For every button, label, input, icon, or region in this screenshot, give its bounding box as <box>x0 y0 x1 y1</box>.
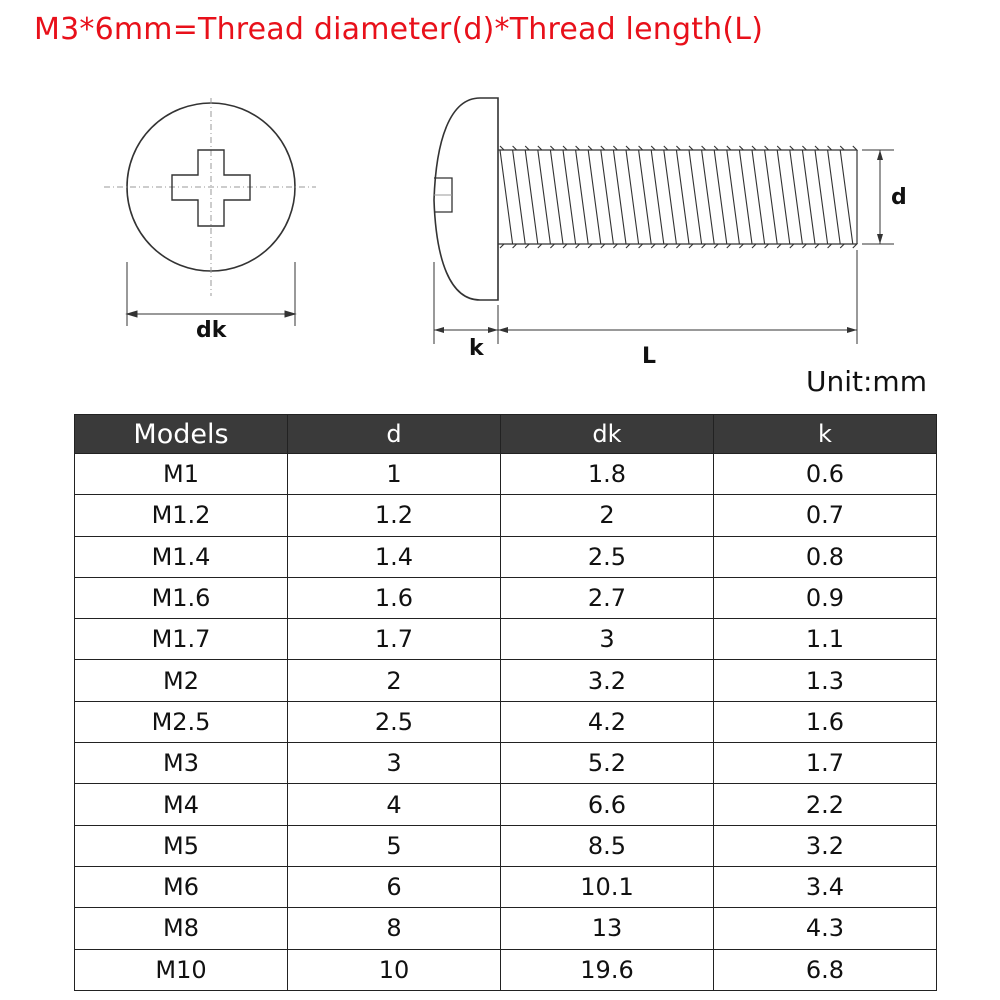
table-row <box>75 495 937 536</box>
table-row <box>75 949 937 990</box>
header-models: Models <box>75 415 288 454</box>
table-row <box>75 454 937 495</box>
dk-cell: 1.8 <box>501 454 714 495</box>
header-k: k <box>714 415 937 454</box>
model-cell: M1.4 <box>75 536 288 577</box>
dk-cell: 13 <box>501 908 714 949</box>
length-label: L <box>642 344 657 369</box>
k-cell: 1.6 <box>714 701 937 742</box>
model-cell: M1.7 <box>75 619 288 660</box>
d-cell: 1 <box>288 454 501 495</box>
model-cell: M6 <box>75 866 288 907</box>
table-row <box>75 701 937 742</box>
k-cell: 4.3 <box>714 908 937 949</box>
headline: M3*6mm=Thread diameter(d)*Thread length(L) <box>34 12 764 47</box>
k-cell: 6.8 <box>714 949 937 990</box>
header-dk: dk <box>501 415 714 454</box>
k-cell: 3.2 <box>714 825 937 866</box>
model-cell: M1.6 <box>75 577 288 618</box>
dk-cell: 5.2 <box>501 743 714 784</box>
d-cell: 1.6 <box>288 577 501 618</box>
screw-side-view <box>434 98 894 344</box>
table-row <box>75 866 937 907</box>
k-cell: 2.2 <box>714 784 937 825</box>
diameter-label: d <box>891 185 907 210</box>
model-cell: M2 <box>75 660 288 701</box>
screw-head-profile <box>434 98 498 300</box>
dk-cell: 4.2 <box>501 701 714 742</box>
model-cell: M4 <box>75 784 288 825</box>
d-cell: 1.4 <box>288 536 501 577</box>
model-cell: M1.2 <box>75 495 288 536</box>
model-cell: M5 <box>75 825 288 866</box>
table-row <box>75 908 937 949</box>
table-header-row <box>75 415 937 454</box>
k-label: k <box>469 336 484 361</box>
model-cell: M8 <box>75 908 288 949</box>
table-row <box>75 536 937 577</box>
table-row <box>75 619 937 660</box>
k-cell: 3.4 <box>714 866 937 907</box>
dk-cell: 2 <box>501 495 714 536</box>
k-cell: 0.7 <box>714 495 937 536</box>
dk-label: dk <box>196 318 227 343</box>
d-cell: 1.2 <box>288 495 501 536</box>
model-cell: M10 <box>75 949 288 990</box>
thread-lines <box>500 150 853 244</box>
table-row <box>75 784 937 825</box>
header-d: d <box>288 415 501 454</box>
d-cell: 5 <box>288 825 501 866</box>
d-cell: 2 <box>288 660 501 701</box>
table-row <box>75 743 937 784</box>
d-cell: 4 <box>288 784 501 825</box>
model-cell: M1 <box>75 454 288 495</box>
screw-diagram <box>0 0 1000 400</box>
dk-cell: 3 <box>501 619 714 660</box>
dk-cell: 3.2 <box>501 660 714 701</box>
unit-label: Unit:mm <box>806 365 927 398</box>
d-cell: 2.5 <box>288 701 501 742</box>
table-row <box>75 577 937 618</box>
d-cell: 3 <box>288 743 501 784</box>
k-cell: 0.6 <box>714 454 937 495</box>
model-cell: M2.5 <box>75 701 288 742</box>
dk-cell: 2.7 <box>501 577 714 618</box>
dk-cell: 10.1 <box>501 866 714 907</box>
dk-cell: 19.6 <box>501 949 714 990</box>
k-cell: 0.9 <box>714 577 937 618</box>
dk-cell: 8.5 <box>501 825 714 866</box>
d-cell: 10 <box>288 949 501 990</box>
spec-table <box>74 414 937 991</box>
k-cell: 1.3 <box>714 660 937 701</box>
table-row <box>75 825 937 866</box>
k-cell: 0.8 <box>714 536 937 577</box>
table-row <box>75 660 937 701</box>
k-cell: 1.1 <box>714 619 937 660</box>
dk-cell: 2.5 <box>501 536 714 577</box>
head-top-view <box>104 98 316 326</box>
d-cell: 8 <box>288 908 501 949</box>
phillips-cross <box>172 150 250 226</box>
dk-cell: 6.6 <box>501 784 714 825</box>
d-cell: 1.7 <box>288 619 501 660</box>
d-cell: 6 <box>288 866 501 907</box>
k-cell: 1.7 <box>714 743 937 784</box>
model-cell: M3 <box>75 743 288 784</box>
